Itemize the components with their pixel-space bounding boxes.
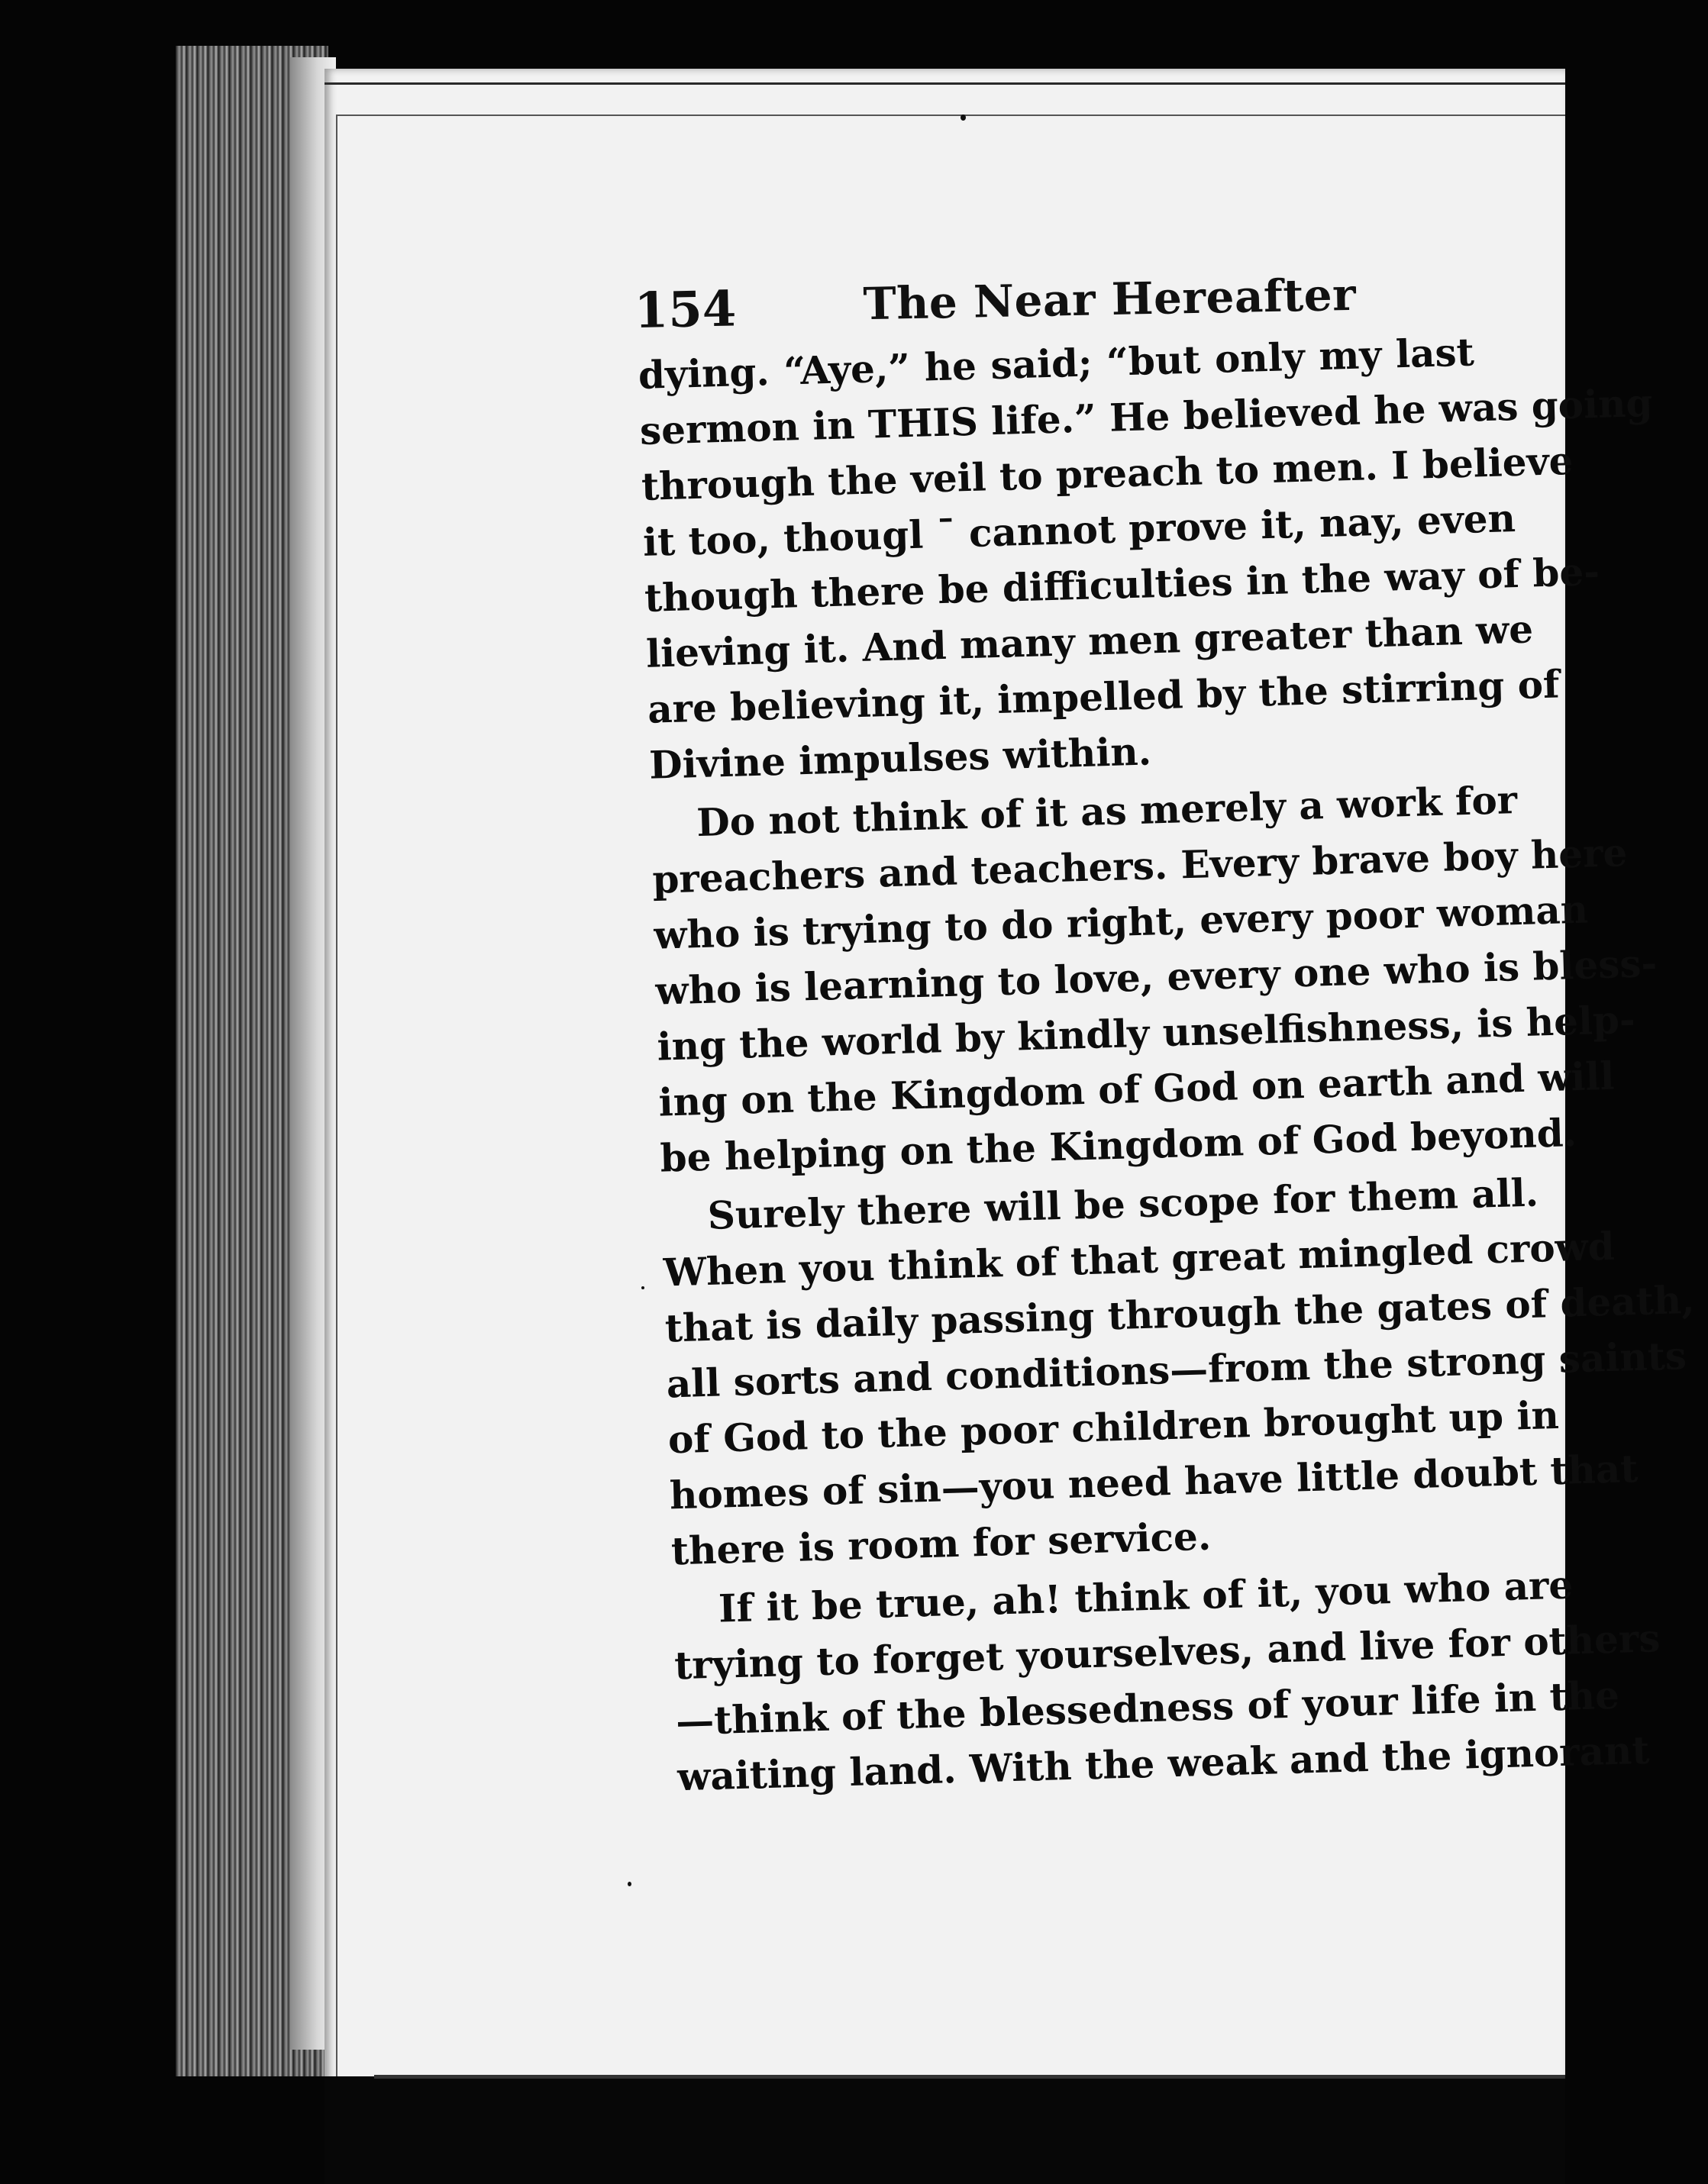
text-line: waiting land. With the weak and the ignorant xyxy=(676,1727,1651,1800)
body-text xyxy=(638,324,1696,1808)
text-line: all sorts and conditions—from the strong saints xyxy=(666,1333,1687,1407)
text-line: ing on the Kingdom of God on earth and will xyxy=(657,1053,1616,1125)
text-line: preachers and teachers. Every brave boy here xyxy=(651,830,1629,902)
text-line: ing the world by kindly unselfishness, is help- xyxy=(656,996,1636,1069)
paragraph xyxy=(661,1166,1696,1579)
text-line: of God to the poor children brought up in xyxy=(667,1392,1560,1463)
text-line: Divine impulses within. xyxy=(648,728,1152,788)
text-line: who is learning to love, every one who is bless- xyxy=(654,940,1658,1014)
page-inner-edge-top xyxy=(336,115,1565,116)
text-line: be helping on the Kingdom of God beyond. xyxy=(659,1110,1577,1181)
text-line: through the veil to preach to men. I believe xyxy=(641,437,1574,509)
ink-speck xyxy=(628,1882,631,1886)
paragraph xyxy=(650,773,1658,1186)
text-line: are believing it, impelled by the stirring of xyxy=(647,661,1561,732)
text-line: If it be true, ah! think of it, you who are xyxy=(718,1562,1574,1631)
text-line: dying. “Aye,” he said; “but only my last xyxy=(638,329,1475,398)
paragraph xyxy=(672,1559,1661,1805)
text-line: Surely there will be scope for them all. xyxy=(706,1169,1539,1238)
page-number: 154 xyxy=(634,280,738,340)
text-line: though there be difficulties in the way of be- xyxy=(644,548,1600,621)
paragraph xyxy=(638,324,1654,792)
text-line: When you think of that great mingled crowd xyxy=(663,1223,1616,1295)
ink-speck xyxy=(961,115,966,121)
page-bottom-shadow xyxy=(324,2076,1565,2184)
text-line: who is trying to do right, every poor woman xyxy=(653,886,1589,958)
text-line: trying to forget yourselves, and live for others xyxy=(673,1615,1661,1689)
text-line: it too, thougl ˉ cannot prove it, nay, even xyxy=(642,495,1516,565)
text-line: sermon in THIS life.” He believed he was going xyxy=(639,379,1654,453)
text-line: —think of the blessedness of your life in the xyxy=(675,1672,1620,1744)
text-line: lieving it. And many men greater than we xyxy=(645,606,1534,676)
text-line: Do not think of it as merely a work for xyxy=(696,777,1518,846)
page-top-edge xyxy=(324,82,1565,85)
text-line: there is room for service. xyxy=(670,1513,1212,1574)
text-line: homes of sin—you need have little doubt that xyxy=(669,1445,1639,1518)
text-line: that is daily passing through the gates of death, xyxy=(664,1276,1696,1351)
ink-speck xyxy=(641,1286,644,1289)
page-bottom-edge xyxy=(374,2075,1565,2079)
running-head: The Near Hereafter xyxy=(862,268,1357,331)
page-inner-edge-left xyxy=(336,115,337,2115)
